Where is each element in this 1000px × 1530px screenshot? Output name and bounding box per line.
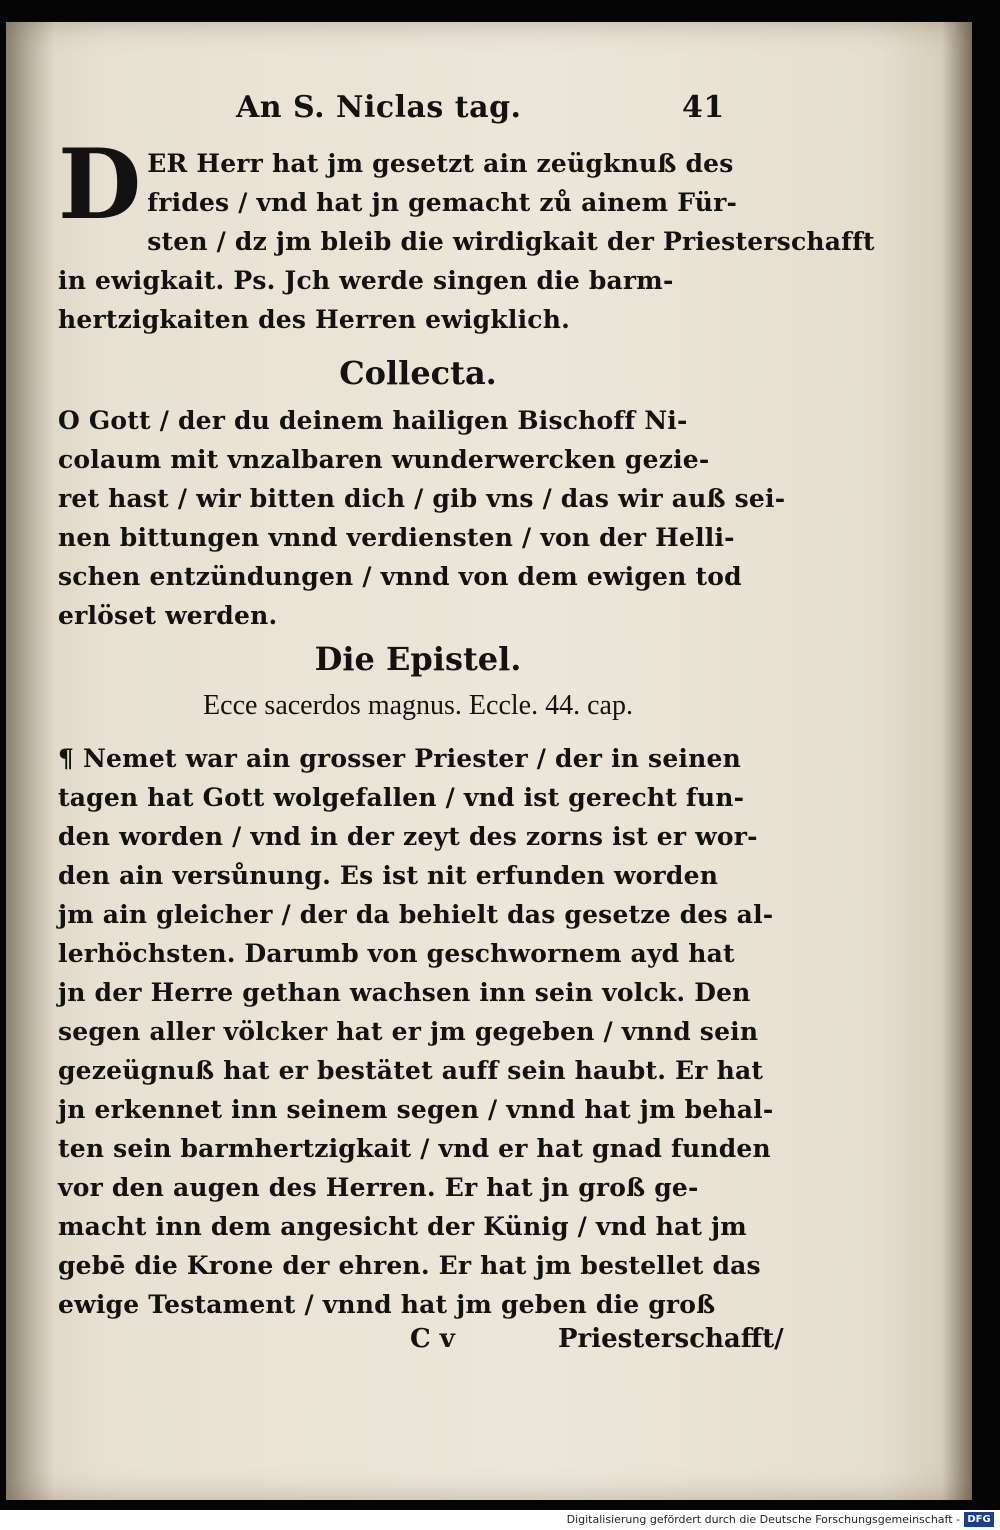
text-line: den worden / vnd in der zeyt des zorns ist er wor- (58, 822, 758, 851)
text-line: lerhöchsten. Darumb von geschwornem ayd hat (58, 939, 735, 968)
page-gutter-shadow (6, 22, 54, 1500)
page-header (58, 84, 778, 144)
running-title: An S. Niclas tag. (236, 90, 522, 125)
text-line: schen entzündungen / vnnd von dem ewigen tod (58, 562, 742, 591)
text-line: jn erkennet inn seinem segen / vnnd hat jm behal- (58, 1095, 774, 1124)
text-line: hertzigkaiten des Herren ewigklich. (58, 305, 570, 334)
text-line: den ain versůnung. Es ist nit erfunden worden (58, 861, 719, 890)
signature-mark: C v (410, 1324, 455, 1354)
page-edge-shadow (942, 22, 972, 1500)
text-line: ret hast / wir bitten dich / gib vns / das wir auß sei- (58, 484, 786, 513)
epistle-heading: Die Epistel. (314, 640, 522, 678)
collecta-paragraph (58, 401, 786, 635)
book-page (6, 22, 972, 1500)
text-line: segen aller völcker hat er jm gegeben / vnnd sein (58, 1017, 759, 1046)
text-line: ER Herr hat jm gesetzt ain zeügknuß des (147, 149, 734, 178)
funding-credit: Digitalisierung gefördert durch die Deutsche Forschungsgemeinschaft - (566, 1513, 960, 1526)
text-line: gezeügnuß hat er bestätet auff sein haubt. Er hat (58, 1056, 764, 1085)
text-line: colaum mit vnzalbaren wunderwercken gezie- (58, 445, 710, 474)
introit-paragraph (58, 128, 875, 339)
epistle-paragraph (58, 739, 778, 1324)
text-line: sten / dz jm bleib die wirdigkait der Priesterschafft (147, 227, 875, 256)
text-line: jn der Herre gethan wachsen inn sein volck. Den (58, 978, 751, 1007)
page-signature-line (58, 1324, 784, 1364)
text-line: erlöset werden. (58, 601, 278, 630)
text-line: gebē die Krone der ehren. Er hat jm bestellet das (58, 1251, 761, 1280)
epistle-reference: Ecce sacerdos magnus. Eccle. 44. cap. (203, 690, 633, 721)
text-line: in ewigkait. Ps. Jch werde singen die barm- (58, 266, 674, 295)
page-number: 41 (682, 90, 725, 125)
text-line: O Gott / der du deinem hailigen Bischoff Ni- (58, 406, 688, 435)
text-line: frides / vnd hat jn gemacht zů ainem Für- (147, 188, 738, 217)
text-line: tagen hat Gott wolgefallen / vnd ist gerecht fun- (58, 783, 745, 812)
drop-capital: D (58, 128, 142, 241)
text-line: vor den augen des Herren. Er hat jn groß ge- (58, 1173, 699, 1202)
page-text-block (58, 84, 875, 1364)
text-line: nen bittungen vnnd verdiensten / von der Helli- (58, 523, 735, 552)
catchword: Priesterschafft/ (558, 1324, 784, 1354)
text-line: jm ain gleicher / der da behielt das gesetze des al- (58, 900, 774, 929)
text-line: ewige Testament / vnnd hat jm geben die groß (58, 1290, 716, 1319)
collecta-heading: Collecta. (339, 354, 497, 392)
text-line: ten sein barmhertzigkait / vnd er hat gnad funden (58, 1134, 771, 1163)
dfg-logo: DFG (964, 1512, 994, 1527)
text-line: macht inn dem angesicht der Künig / vnd hat jm (58, 1212, 747, 1241)
text-line: ¶ Nemet war ain grosser Priester / der in seinen (58, 744, 741, 773)
